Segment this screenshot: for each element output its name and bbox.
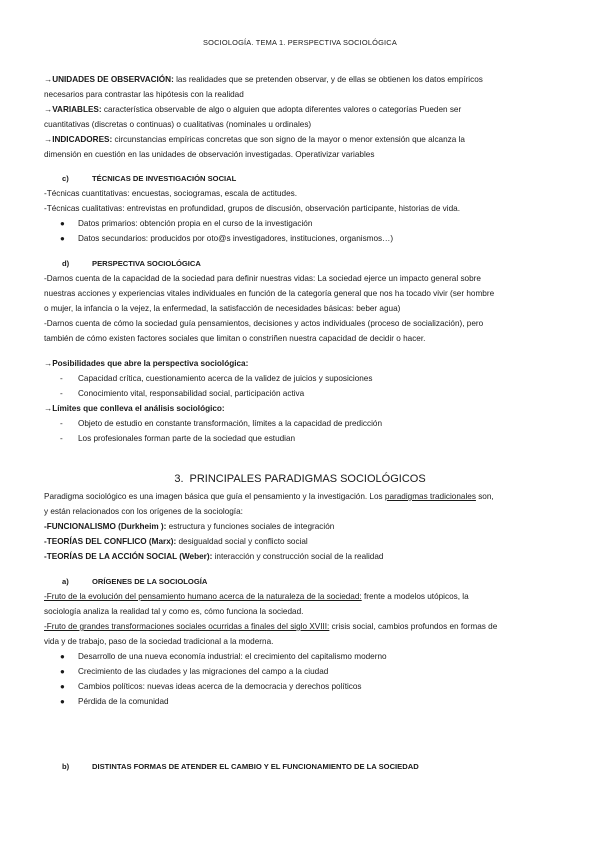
indicadores-text-cont: dimensión en cuestión en las unidades de observación investigadas. Operativizar variables bbox=[44, 150, 375, 159]
formas-section bbox=[44, 759, 558, 774]
section-3-heading: 3. PRINCIPALES PARADIGMAS SOCIOLÓGICOS bbox=[174, 473, 426, 485]
limites-heading: →Límites que conlleva el análisis sociológico: bbox=[44, 404, 225, 413]
bullet-icon: ● bbox=[60, 682, 65, 691]
accion-text: interacción y construcción social de la realidad bbox=[212, 552, 384, 561]
paragraph-line: -Fruto de grandes transformaciones sociales ocurridas a finales del siglo XVIII: crisis social, cambios profundos en formas de bbox=[44, 622, 498, 631]
dash-icon: - bbox=[60, 374, 63, 383]
list-item: ● Cambios políticos: nuevas ideas acerca de la democracia y derechos políticos bbox=[44, 679, 558, 694]
list-item: ● Pérdida de la comunidad bbox=[44, 694, 558, 709]
conflicto-label: -TEORÍAS DEL CONFLICO (Marx): bbox=[44, 537, 177, 546]
dash-icon: - bbox=[60, 389, 63, 398]
list-item: ● Datos primarios: obtención propia en el curso de la investigación bbox=[44, 216, 558, 231]
tecnicas-cualitativas: -Técnicas cualitativas: entrevistas en profundidad, grupos de discusión, observación participante, historias de vida. bbox=[44, 204, 460, 213]
indicadores-text: circunstancias empíricas concretas que son signo de la mayor o menor extensión que alcanza la bbox=[112, 135, 465, 144]
dash-icon: - bbox=[60, 434, 63, 443]
list-item: ● Desarrollo de una nueva economía industrial: el crecimiento del capitalismo moderno bbox=[44, 649, 558, 664]
paragraph-line: o mujer, la infancia o la vejez, la enfermedad, la satisfacción de necesidades básicas: beber agua) bbox=[44, 304, 401, 313]
paradigmas-tradicionales-underlined: paradigmas tradicionales bbox=[384, 492, 476, 501]
paragraph-line: Paradigma sociológico es una imagen básica que guía el pensamiento y la investigación. Los paradigmas tradicionales son, bbox=[44, 492, 494, 501]
paragraph-line: -Darnos cuenta de la capacidad de la sociedad para definir nuestras vidas: La sociedad ejerce un impacto general sobre bbox=[44, 274, 481, 283]
bullet-icon: ● bbox=[60, 667, 65, 676]
paragraph-line: -Darnos cuenta de cómo la sociedad guía pensamientos, decisiones y actos individuales (proceso de socialización), pero bbox=[44, 319, 484, 328]
origenes-section bbox=[44, 574, 558, 709]
tecnicas-cuantitativas: -Técnicas cuantitativas: encuestas, sociogramas, escala de actitudes. bbox=[44, 189, 298, 198]
variables-label: →VARIABLES: bbox=[44, 105, 102, 114]
formas-heading: b) DISTINTAS FORMAS DE ATENDER EL CAMBIO Y EL FUNCIONAMIENTO DE LA SOCIEDAD bbox=[62, 762, 419, 771]
tecnicas-section bbox=[44, 171, 558, 246]
indicadores-label: →INDICADORES: bbox=[44, 135, 113, 144]
list-item: ● Crecimiento de las ciudades y las migraciones del campo a la ciudad bbox=[44, 664, 558, 679]
list-item: ● Datos secundarios: producidos por oto@s investigadores, instituciones, organismos…) bbox=[44, 231, 558, 246]
posibilidades-heading: →Posibilidades que abre la perspectiva sociológica: bbox=[44, 359, 249, 368]
list-item: - Conocimiento vital, responsabilidad social, participación activa bbox=[44, 386, 558, 401]
paragraph-line: sociología analiza la realidad tal y como es, cómo funciona la sociedad. bbox=[44, 607, 304, 616]
list-item: - Los profesionales forman parte de la sociedad que estudian bbox=[44, 431, 558, 446]
variables-text-cont: cuantitativas (discretas o continuas) o cualitativas (nominales u ordinales) bbox=[44, 120, 312, 129]
perspectiva-section bbox=[44, 256, 558, 446]
unidades-text: las realidades que se pretenden observar, y de ellas se obtienen los datos empíricos bbox=[173, 75, 483, 84]
dash-icon: - bbox=[60, 419, 63, 428]
list-item: - Capacidad crítica, cuestionamiento acerca de la validez de juicios y suposiciones bbox=[44, 371, 558, 386]
unidades-label: →UNIDADES DE OBSERVACIÓN: bbox=[44, 75, 174, 84]
paragraph-line: -Fruto de la evolución del pensamiento humano acerca de la naturaleza de la sociedad: frente a modelos utópicos, la bbox=[44, 592, 469, 601]
funcionalismo-label: -FUNCIONALISMO (Durkheim ): bbox=[44, 522, 167, 531]
perspectiva-heading: d) PERSPECTIVA SOCIOLÓGICA bbox=[62, 259, 201, 268]
conflicto-text: desigualdad social y conflicto social bbox=[176, 537, 308, 546]
variables-text: característica observable de algo o alguien que adopta diferentes valores o categorías Pueden ser bbox=[101, 105, 462, 114]
page-header: SOCIOLOGÍA. TEMA 1. PERSPECTIVA SOCIOLÓGICA bbox=[203, 38, 397, 47]
unidades-text-cont: necesarios para contrastar las hipótesis con la realidad bbox=[44, 90, 244, 99]
bullet-icon: ● bbox=[60, 697, 65, 706]
list-item: - Objeto de estudio en constante transformación, límites a la capacidad de predicción bbox=[44, 416, 558, 431]
bullet-icon: ● bbox=[60, 234, 65, 243]
paragraph-line: y están relacionados con los orígenes de la sociología: bbox=[44, 507, 243, 516]
definitions-block bbox=[44, 72, 558, 162]
paradigmas-section bbox=[44, 489, 558, 564]
accion-label: -TEORÍAS DE LA ACCIÓN SOCIAL (Weber): bbox=[44, 552, 213, 561]
bullet-icon: ● bbox=[60, 652, 65, 661]
paragraph-line: vida y de trabajo, paso de la sociedad tradicional a la moderna. bbox=[44, 637, 274, 646]
bullet-icon: ● bbox=[60, 219, 65, 228]
paragraph-line: también de cómo existen factores sociales que limitan o constriñen nuestra capacidad de decidir o hacer. bbox=[44, 334, 426, 343]
paragraph-line: nuestras acciones y experiencias vitales individuales en función de la categoría general que nos ha tocado vivir (ser hombre bbox=[44, 289, 495, 298]
tecnicas-heading: c) TÉCNICAS DE INVESTIGACIÓN SOCIAL bbox=[62, 174, 237, 183]
funcionalismo-text: estructura y funciones sociales de integración bbox=[166, 522, 335, 531]
origenes-heading: a) ORÍGENES DE LA SOCIOLOGÍA bbox=[62, 577, 208, 586]
